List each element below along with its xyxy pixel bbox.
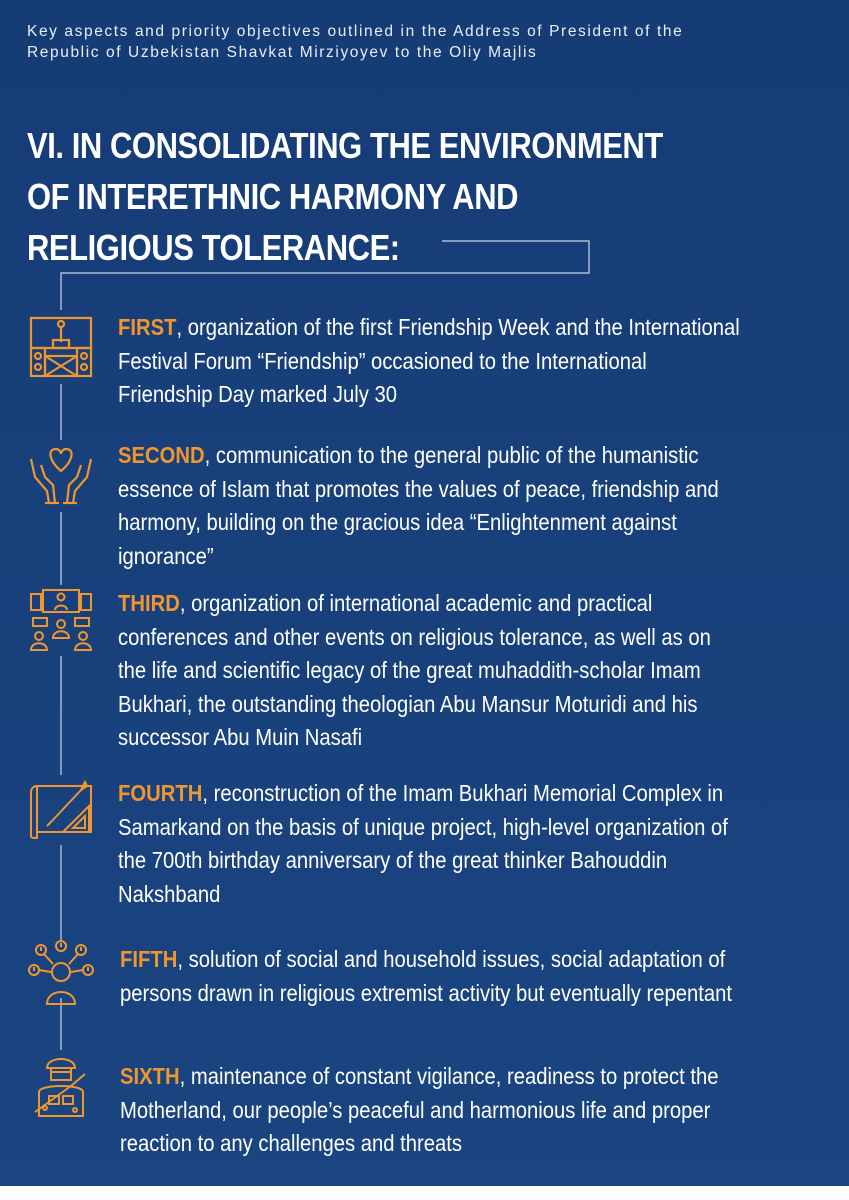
objective-fourth-text: , reconstruction of the Imam Bukhari Memorial Complex in Samarkand on the basis of unique project, high-level organization of the 700th birthday anniversary of the great thinker Bahouddin Nakshband	[118, 780, 728, 907]
header-line-2: Republic of Uzbekistan Shavkat Mirziyoyev to the Oliy Majlis	[27, 44, 538, 61]
objective-third	[118, 587, 743, 755]
objective-fifth-text: , solution of social and household issues, social adaptation of persons drawn in religious extremist activity but eventually repentant	[120, 946, 733, 1006]
objective-sixth-text: , maintenance of constant vigilance, readiness to protect the Motherland, our people’s peaceful and harmonious life and proper reaction to any challenges and threats	[120, 1063, 719, 1156]
objective-third-lead: THIRD	[118, 590, 180, 616]
hands-heart-icon	[27, 441, 95, 509]
title-line-2: OF INTERETHNIC HARMONY AND	[27, 176, 519, 217]
objective-first-lead: FIRST	[118, 314, 177, 340]
objective-second-lead: SECOND	[118, 442, 205, 468]
objective-fifth	[120, 943, 745, 1010]
header-line-1: Key aspects and priority objectives outlined in the Address of President of the	[27, 23, 684, 40]
soldier-icon	[27, 1052, 95, 1120]
bottom-border	[0, 1186, 849, 1200]
objective-second	[118, 439, 743, 573]
objective-first-text: , organization of the first Friendship Week and the International Festival Forum “Friendship” occasioned to the International Friendship Day marked July 30	[118, 314, 740, 407]
title-line-3: RELIGIOUS TOLERANCE:	[27, 227, 400, 268]
section-title	[27, 120, 681, 273]
objective-sixth-lead: SIXTH	[120, 1063, 180, 1089]
objective-fifth-lead: FIFTH	[120, 946, 178, 972]
objective-first	[118, 311, 743, 412]
header-caption	[27, 21, 827, 63]
objective-sixth	[120, 1060, 745, 1161]
blueprint-icon	[27, 776, 95, 844]
objective-fourth	[118, 777, 743, 911]
festival-stage-icon	[27, 312, 95, 380]
objective-third-text: , organization of international academic and practical conferences and other events on religious tolerance, as well as on the life and scientific legacy of the great muhaddith-scholar Imam Bukhari, the outstanding theologian Abu Mansur Moturidi and his successor Abu Muin Nasafi	[118, 590, 711, 750]
person-problems-icon	[27, 940, 95, 1008]
title-line-1: VI. IN CONSOLIDATING THE ENVIRONMENT	[27, 125, 663, 166]
conference-icon	[27, 586, 95, 654]
objective-second-text: , communication to the general public of the humanistic essence of Islam that promotes the values of peace, friendship and harmony, building on the gracious idea “Enlightenment against ignorance”	[118, 442, 719, 569]
objective-fourth-lead: FOURTH	[118, 780, 203, 806]
